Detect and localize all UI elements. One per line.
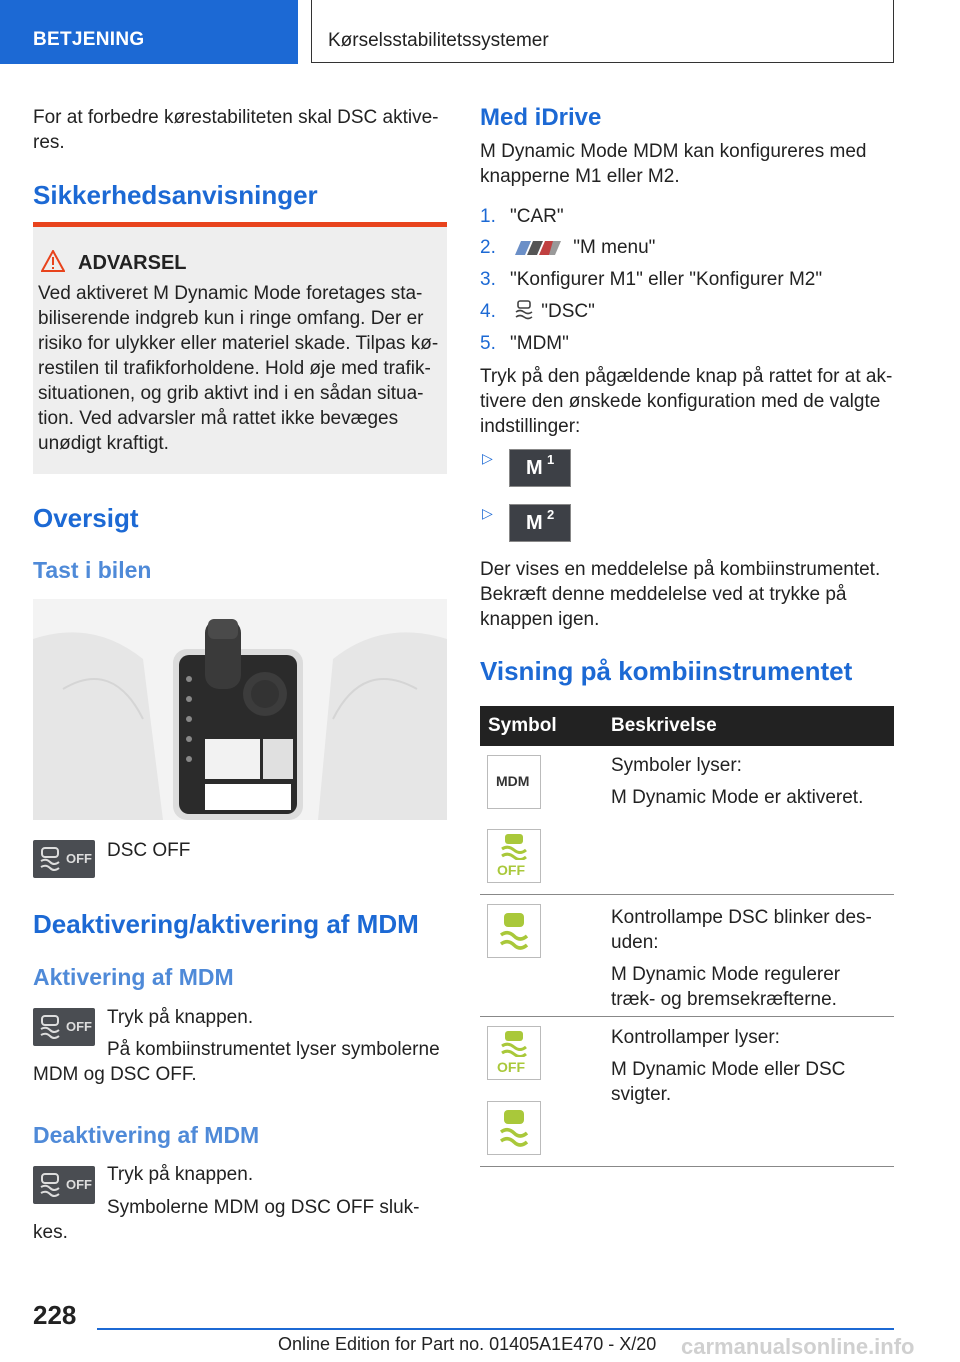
dsc-off-button-icon xyxy=(33,1166,95,1204)
dsc-green-symbol xyxy=(487,1101,541,1155)
step-number: 3. xyxy=(480,269,496,290)
step-text: "CAR" xyxy=(510,206,564,227)
skid-car-green-icon xyxy=(498,1108,530,1148)
warning-line: Ved aktiveret M Dynamic Mode foretages sta- xyxy=(38,283,423,304)
activate-press-text: Tryk på knappen. xyxy=(107,1007,254,1028)
dsc-off-icon-text: OFF xyxy=(66,851,92,866)
deactivate-activate-heading: Deaktivering/aktivering af MDM xyxy=(33,909,419,939)
m2-superscript: 2 xyxy=(547,507,555,522)
dsc-car-icon xyxy=(515,300,533,320)
idrive-intro-1: M Dynamic Mode MDM kan konfigureres med xyxy=(480,141,867,162)
skid-car-green-icon xyxy=(498,1029,530,1057)
m2-letter: M xyxy=(526,512,543,534)
intro-text xyxy=(33,105,448,155)
warning-line: situationen, og grib aktivt ind i en sådan situa- xyxy=(38,383,424,404)
dsc-off-green-symbol xyxy=(487,829,541,883)
intro-text-content: For at forbedre kørestabiliteten skal DSC aktive-res. xyxy=(33,107,439,153)
step-text: "M menu" xyxy=(573,237,656,258)
step-item xyxy=(480,331,569,356)
press-text-3: indstillinger: xyxy=(480,416,581,437)
dsc-off-icon-text: OFF xyxy=(66,1019,92,1034)
idrive-heading: Med iDrive xyxy=(480,104,602,131)
skid-car-icon xyxy=(38,1014,62,1040)
table-row-2-line-3: træk- og bremsekræfterne. xyxy=(611,989,837,1010)
skid-car-icon xyxy=(38,846,62,872)
warning-triangle-icon xyxy=(41,250,65,272)
deactivate-press-text: Tryk på knappen. xyxy=(107,1164,254,1185)
warning-line: risiko for ulykker eller materiel skade. Tilpas kø- xyxy=(38,333,439,354)
overview-heading: Oversigt xyxy=(33,503,139,533)
footer-watermark: carmanualsonline.info xyxy=(681,1334,915,1359)
warning-line: unødigt kraftigt. xyxy=(38,433,169,454)
bullet-arrow: ▷ xyxy=(482,450,493,466)
dsc-green-symbol xyxy=(487,904,541,958)
confirm-text-1: Der vises en meddelelse på kombiinstrumentet. xyxy=(480,559,881,580)
step-number: 2. xyxy=(480,237,496,258)
table-col-symbol: Symbol xyxy=(488,715,557,736)
dsc-off-icon xyxy=(33,840,95,878)
table-row-divider xyxy=(480,1016,894,1017)
table-row-1-line-1: Symboler lyser: xyxy=(611,755,742,776)
table-row-divider xyxy=(480,894,894,895)
display-heading: Visning på kombiinstrumentet xyxy=(480,656,853,686)
step-item xyxy=(480,299,595,324)
step-item xyxy=(480,267,822,292)
step-text: "MDM" xyxy=(510,333,569,354)
m1-button-icon xyxy=(509,449,571,487)
press-text-2: tivere den ønskede konfiguration med de valgte xyxy=(480,391,881,412)
deactivate-heading: Deaktivering af MDM xyxy=(33,1122,260,1148)
center-console-photo xyxy=(33,599,447,820)
header-title: Kørselsstabilitetssystemer xyxy=(328,30,549,51)
deactivate-text-2: kes. xyxy=(33,1222,68,1243)
warning-body xyxy=(38,281,443,456)
skid-car-green-icon xyxy=(498,832,530,860)
step-number: 1. xyxy=(480,206,496,227)
step-text: "DSC" xyxy=(541,301,595,322)
table-col-description: Beskrivelse xyxy=(611,715,717,736)
m2-button-icon xyxy=(509,504,571,542)
step-number: 4. xyxy=(480,301,496,322)
step-number: 5. xyxy=(480,333,496,354)
skid-car-green-icon xyxy=(498,911,530,951)
off-symbol-text: OFF xyxy=(497,1059,525,1075)
activate-heading: Aktivering af MDM xyxy=(33,964,234,990)
warning-title: ADVARSEL xyxy=(78,252,187,274)
warning-box xyxy=(33,222,447,474)
table-row-2-line-1: Kontrollampe DSC blinker des- xyxy=(611,907,872,928)
dsc-off-label: DSC OFF xyxy=(107,840,191,861)
idrive-intro-2: knapperne M1 eller M2. xyxy=(480,166,680,187)
table-row-2-line-2: M Dynamic Mode regulerer xyxy=(611,964,841,985)
m1-superscript: 1 xyxy=(547,452,555,467)
warning-line: biliserende indgreb kun i ringe omfang. Der er xyxy=(38,308,424,329)
table-row-3-line-3: svigter. xyxy=(611,1084,672,1105)
press-text-1: Tryk på den pågældende knap på rattet for at ak- xyxy=(480,366,893,387)
page-number: 228 xyxy=(33,1300,77,1330)
table-row-3-line-1: Kontrollamper lyser: xyxy=(611,1027,780,1048)
step-item xyxy=(480,204,564,229)
footer-edition: Online Edition for Part no. 01405A1E470 - X/20 xyxy=(278,1334,657,1354)
deactivate-text-1: Symbolerne MDM og DSC OFF sluk- xyxy=(107,1197,420,1218)
step-item xyxy=(480,235,655,260)
center-console-illustration xyxy=(33,599,447,820)
activate-text-1: På kombiinstrumentet lyser symbolerne xyxy=(107,1039,440,1060)
table-row-divider xyxy=(480,1166,894,1167)
warning-line: tion. Ved advarsler må rattet ikke bevæges xyxy=(38,408,399,429)
header-section-label: BETJENING xyxy=(33,29,145,50)
table-row-2-line-1b: uden: xyxy=(611,932,659,953)
step-text: "Konfigurer M1" eller "Konfigurer M2" xyxy=(510,269,823,290)
skid-car-icon xyxy=(38,1172,62,1198)
m-stripes-icon xyxy=(515,240,561,256)
bullet-arrow: ▷ xyxy=(482,505,493,521)
table-row-1-line-2: M Dynamic Mode er aktiveret. xyxy=(611,787,864,808)
mdm-symbol-text: MDM xyxy=(496,773,530,789)
mdm-symbol xyxy=(487,755,541,809)
dsc-off-button-icon xyxy=(33,1008,95,1046)
header-section-tab xyxy=(0,0,298,64)
dsc-off-green-symbol xyxy=(487,1026,541,1080)
dsc-off-icon-text: OFF xyxy=(66,1177,92,1192)
header-title-box xyxy=(311,0,894,63)
confirm-text-3: knappen igen. xyxy=(480,609,600,630)
m1-letter: M xyxy=(526,457,543,479)
warning-line: restilen til trafikforholdene. Hold øje med trafik- xyxy=(38,358,431,379)
table-header xyxy=(480,706,894,746)
safety-heading: Sikkerhedsanvisninger xyxy=(33,180,318,210)
footer-rule xyxy=(97,1328,894,1330)
off-symbol-text: OFF xyxy=(497,862,525,878)
car-button-heading: Tast i bilen xyxy=(33,557,152,583)
activate-text-2: MDM og DSC OFF. xyxy=(33,1064,197,1085)
confirm-text-2: Bekræft denne meddelelse ved at trykke på xyxy=(480,584,847,605)
table-row-3-line-2: M Dynamic Mode eller DSC xyxy=(611,1059,846,1080)
